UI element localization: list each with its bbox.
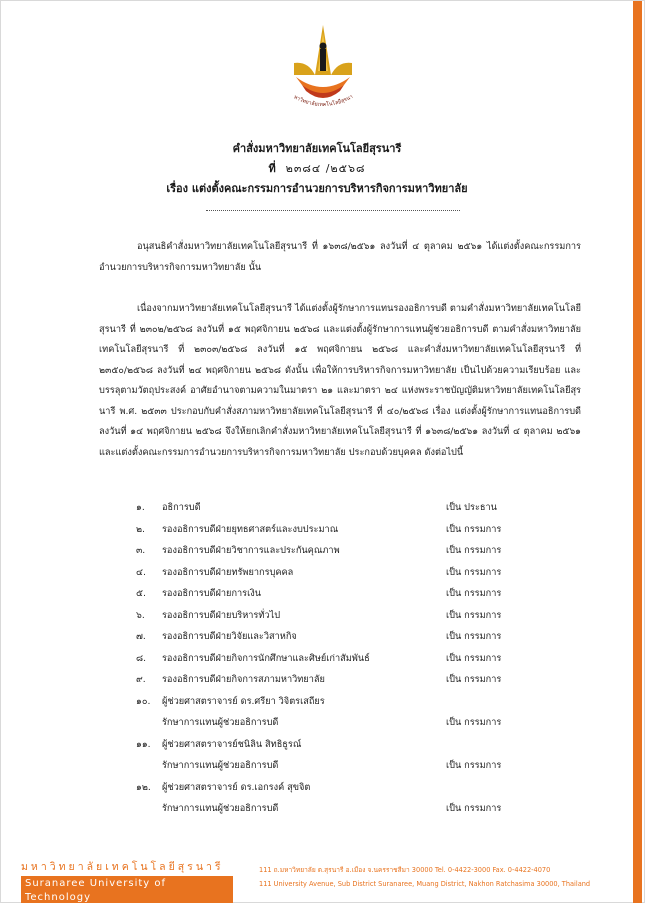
footer-address-english: 111 University Avenue, Sub District Suranaree, Muang District, Nakhon Ratchasima 30000, Thailand: [259, 880, 591, 888]
list-item: ๗. รองอธิการบดีฝ่ายวิจัยและวิสาหกิจ เป็น กรรมการ: [136, 631, 502, 643]
order-header: [1, 139, 633, 199]
footer-english-name: Suranaree University of Technology: [21, 876, 233, 903]
order-subject: เรื่อง แต่งตั้งคณะกรรมการอำนวยการบริหารกิจการมหาวิทยาลัย: [166, 182, 468, 195]
footer-brand: [21, 859, 243, 903]
list-item: ๖. รองอธิการบดีฝ่ายบริหารทั่วไป เป็น กรรมการ: [136, 609, 502, 621]
list-item: ๑๒. ผู้ช่วยศาสตราจารย์ ดร.เอกรงค์ สุขจิต: [136, 781, 311, 793]
header-divider: [206, 210, 460, 211]
list-item: ๓. รองอธิการบดีฝ่ายวิชาการและประกันคุณภาพ เป็น กรรมการ: [136, 545, 502, 557]
orange-side-bar: [633, 1, 642, 903]
footer-address: [259, 863, 629, 891]
list-item: ๒. รองอธิการบดีฝ่ายยุทธศาสตร์และงบประมาณ เป็น กรรมการ: [136, 523, 502, 535]
list-item: ๘. รองอธิการบดีฝ่ายกิจการนักศึกษาและศิษย์เก่าสัมพันธ์ เป็น กรรมการ: [136, 652, 502, 664]
list-item: ๑๑. ผู้ช่วยศาสตราจารย์ชนิลิน สิทธิธูรณ์: [136, 738, 302, 750]
list-item: ๔. รองอธิการบดีฝ่ายทรัพยากรบุคคล เป็น กรรมการ: [136, 566, 502, 578]
sut-emblem-icon: [284, 23, 362, 113]
logo-caption: หาวิทยาลัยเทคโนโลยีสุรนา: [292, 94, 355, 109]
member-list: [136, 497, 596, 820]
footer-thai-name: มหาวิทยาลัยเทคโนโลยีสุรนารี: [21, 861, 224, 873]
list-item-sub: รักษาการแทนผู้ช่วยอธิการบดี เป็น กรรมการ: [162, 717, 502, 729]
paragraph-1: อนุสนธิคำสั่งมหาวิทยาลัยเทคโนโลยีสุรนารี ที่ ๑๖๓๘/๒๕๖๑ ลงวันที่ ๔ ตุลาคม ๒๕๖๑ ได้แต่งตั้งคณะกรรมการอำนวยการบริหารกิจการมหาวิทยาลัย นั้น: [99, 241, 581, 273]
order-number-label: ที่: [268, 162, 276, 175]
list-item: ๕. รองอธิการบดีฝ่ายการเงิน เป็น กรรมการ: [136, 588, 502, 600]
paragraph-2: เนื่องจากมหาวิทยาลัยเทคโนโลยีสุรนารี ได้แต่งตั้งผู้รักษาการแทนรองอธิการบดี ตามคำสั่งมหาวิทยาลัยเทคโนโลยีสุรนารี ที่ ๒๓๐๒/๒๕๖๘ ลงวันที่ ๑๕ พฤศจิกายน ๒๕๖๘ และแต่งตั้งผู้รักษาการแทนผู้ช่วยอธิการบดี ตามคำสั่งมหาวิทยาลัยเทคโนโลยีสุรนารี ที่ ๒๓๐๓/๒๕๖๘ ลงวันที่ ๑๕ พฤศจิกายน ๒๕๖๘ และคำสั่งมหาวิทยาลัยเทคโนโลยีสุรนารี ที่ ๒๓๕๐/๒๕๖๘ ลงวันที่ ๒๔ พฤศจิกายน ๒๕๖๘ ดังนั้น เพื่อให้การบริหารกิจการมหาวิทยาลัย เป็นไปด้วยความเรียบร้อย และบรรลุตามวัตถุประสงค์ อาศัยอำนาจตามความในมาตรา ๒๑ และมาตรา ๒๔ แห่งพระราชบัญญัติมหาวิทยาลัยเทคโนโลยีสุรนารี พ.ศ. ๒๕๓๓ ประกอบกับคำสั่งสภามหาวิทยาลัยเทคโนโลยีสุรนารี ที่ ๔๐/๒๕๖๘ เรื่อง แต่งตั้งผู้รักษาการแทนอธิการบดี ลงวันที่ ๑๔ พฤศจิกายน ๒๕๖๘ จึงให้ยกเลิกคำสั่งมหาวิทยาลัยเทคโนโลยีสุรนารี ที่ ๑๖๓๘/๒๕๖๑ ลงวันที่ ๔ ตุลาคม ๒๕๖๑ และแต่งตั้งคณะกรรมการอำนวยการบริหารกิจการมหาวิทยาลัย ประกอบด้วยบุคคล ดังต่อไปนี้: [99, 303, 581, 458]
list-item: ๙. รองอธิการบดีฝ่ายกิจการสภามหาวิทยาลัย เป็น กรรมการ: [136, 674, 502, 686]
list-item: ๑๐. ผู้ช่วยศาสตราจารย์ ดร.ศรียา วิจิตรเสถียร: [136, 695, 325, 707]
footer-address-thai: 111 ถ.มหาวิทยาลัย ต.สุรนารี อ.เมือง จ.นครราชสีมา 30000 Tel. 0-4422-3000 Fax. 0-4422-4070: [259, 866, 551, 874]
order-number-value: ๒๓๘๔ /๒๕๖๘: [285, 162, 366, 175]
list-item-sub: รักษาการแทนผู้ช่วยอธิการบดี เป็น กรรมการ: [162, 760, 502, 772]
order-title: คำสั่งมหาวิทยาลัยเทคโนโลยีสุรนารี: [232, 142, 402, 155]
list-item-sub: รักษาการแทนผู้ช่วยอธิการบดี เป็น กรรมการ: [162, 803, 502, 815]
list-item: ๑. อธิการบดี เป็น ประธาน: [136, 502, 497, 514]
order-number: [269, 159, 366, 179]
